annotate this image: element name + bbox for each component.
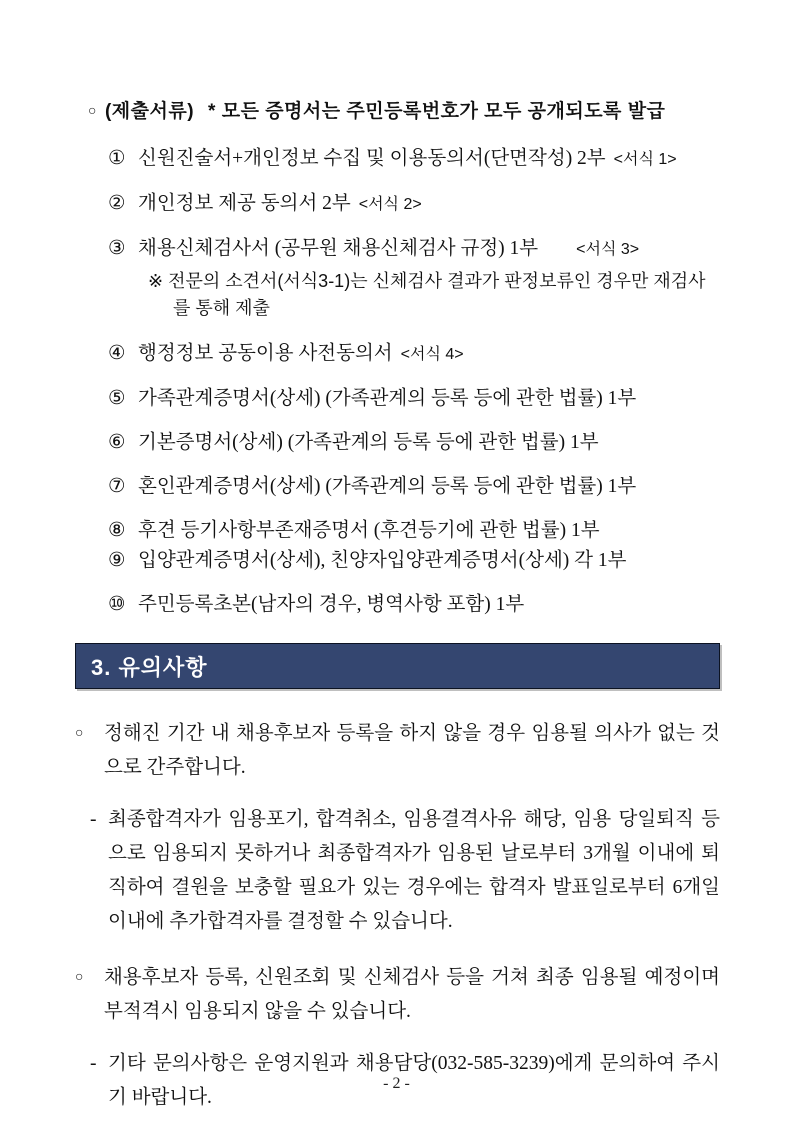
circle-bullet: ○	[75, 726, 84, 741]
list-item	[108, 192, 720, 217]
paragraph-text: 기타 문의사항은 운영지원과 채용담당(032-585-3239)에게 문의하여 주시기 바랍니다.	[108, 1053, 720, 1108]
circle-bullet: ○	[88, 102, 97, 118]
form-tag: <서식 1>	[613, 151, 677, 168]
item-note: ※ 전문의 소견서(서식3-1)는 신체검사 결과가 판정보류인 경우만 재검사를 통해 제출	[148, 271, 706, 318]
list-item	[108, 519, 720, 543]
form-tag: <서식 4>	[400, 346, 464, 363]
item-number: ⑤	[108, 388, 126, 409]
list-item	[108, 342, 720, 367]
paragraph-text: 정해진 기간 내 채용후보자 등록을 하지 않을 경우 임용될 의사가 없는 것으로 간주합니다.	[104, 723, 720, 778]
form-tag: <서식 2>	[358, 196, 422, 213]
list-item	[108, 237, 720, 262]
item-number: ⑨	[108, 550, 126, 571]
item-number: ⑩	[108, 594, 126, 615]
submission-header	[88, 96, 720, 123]
item-text: 개인정보 제공 동의서 2부 <서식 2>	[138, 193, 422, 214]
item-number: ④	[108, 343, 126, 364]
submission-title: (제출서류)	[104, 101, 195, 122]
item-text: 입양관계증명서(상세), 친양자입양관계증명서(상세) 각 1부	[138, 550, 627, 571]
list-item	[108, 549, 720, 573]
item-number: ⑥	[108, 432, 126, 453]
item-number: ②	[108, 193, 126, 214]
list-item	[108, 431, 720, 455]
item-text: 행정정보 공동이용 사전동의서 <서식 4>	[138, 343, 464, 364]
circle-bullet: ○	[75, 970, 84, 985]
notice-paragraph	[75, 961, 720, 1029]
list-item	[108, 387, 720, 411]
item-number: ⑦	[108, 476, 126, 497]
paragraph-text: 최종합격자가 임용포기, 합격취소, 임용결격사유 해당, 임용 당일퇴직 등으로 임용되지 못하거나 최종합격자가 임용된 날로부터 3개월 이내에 퇴직하여 결원을 보충할 필요가 있는 경우에는 합격자 발표일로부터 6개일 이내에 추가합격자를 결정할 수 있습니다.	[108, 809, 720, 932]
submission-item-list	[108, 147, 720, 617]
item-number: ⑧	[108, 520, 126, 541]
section-title: 3. 유의사항	[91, 654, 208, 680]
list-item	[108, 593, 720, 617]
item-text: 채용신체검사서 (공무원 채용신체검사 규정) 1부 <서식 3>	[138, 238, 640, 259]
form-tag: <서식 3>	[576, 241, 640, 258]
item-text: 주민등록초본(남자의 경우, 병역사항 포함) 1부	[138, 594, 525, 615]
notice-subparagraph	[90, 803, 720, 939]
item-number: ③	[108, 238, 126, 259]
submission-star-note: * 모든 증명서는 주민등록번호가 모두 공개되도록 발급	[208, 101, 666, 122]
item-text: 혼인관계증명서(상세) (가족관계의 등록 등에 관한 법률) 1부	[138, 476, 637, 497]
page-number: - 2 -	[383, 1075, 410, 1092]
dash-bullet: -	[90, 809, 97, 830]
notice-paragraph	[75, 717, 720, 785]
item-text: 가족관계증명서(상세) (가족관계의 등록 등에 관한 법률) 1부	[138, 388, 637, 409]
list-item	[108, 147, 720, 172]
item-text: 신원진술서+개인정보 수집 및 이용동의서(단면작성) 2부 <서식 1>	[138, 148, 677, 169]
item-number: ①	[108, 148, 126, 169]
paragraph-text: 채용후보자 등록, 신원조회 및 신체검사 등을 거쳐 최종 임용될 예정이며 부적격시 임용되지 않을 수 있습니다.	[104, 967, 720, 1022]
dash-bullet: -	[90, 1053, 97, 1074]
list-item	[108, 475, 720, 499]
item-text: 후견 등기사항부존재증명서 (후견등기에 관한 법률) 1부	[138, 520, 600, 541]
item-text: 기본증명서(상세) (가족관계의 등록 등에 관한 법률) 1부	[138, 432, 599, 453]
page-content	[75, 96, 720, 1121]
section-header-bar	[75, 643, 720, 689]
